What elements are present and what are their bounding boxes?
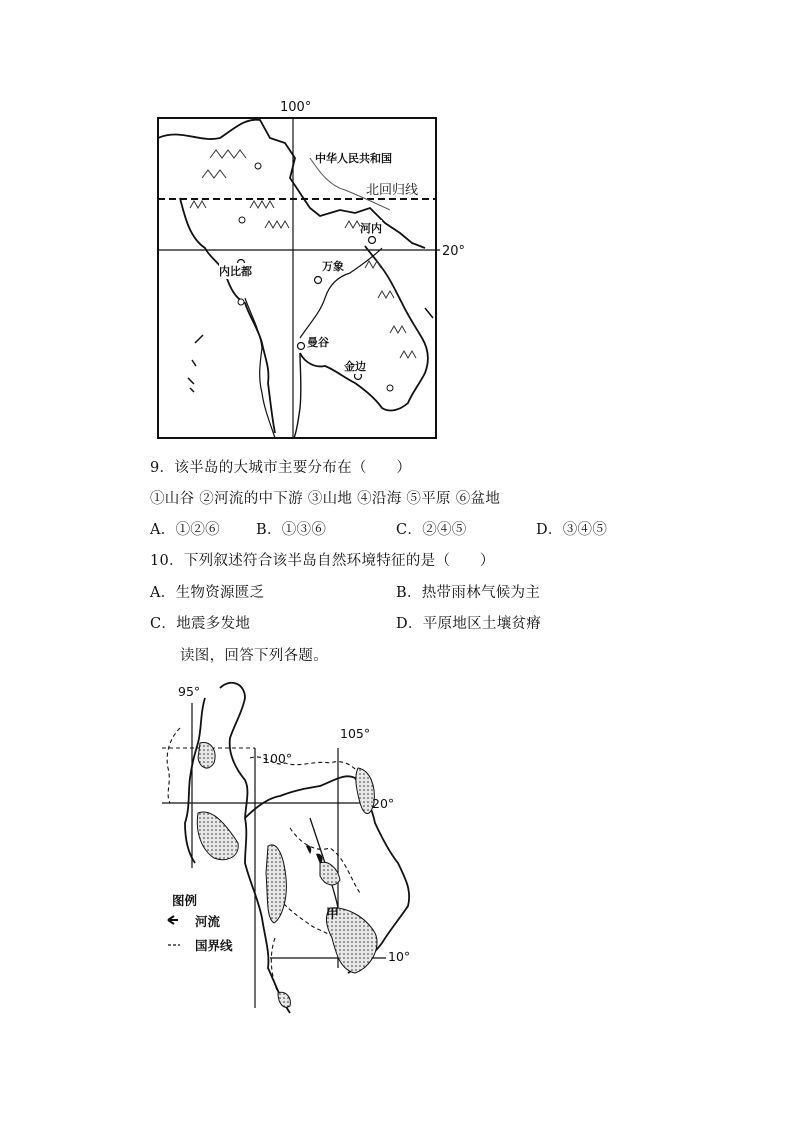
islands [188, 335, 203, 392]
map1-lon-label: 100° [280, 100, 312, 115]
plain-jia [320, 862, 340, 885]
map2-lat-10: 10° [388, 949, 411, 964]
east-coast [300, 246, 428, 410]
map-1-frame [158, 118, 436, 438]
q9-choice-d[interactable]: D．③④⑤ [536, 522, 608, 538]
map1-lat-label: 20° [442, 244, 466, 259]
q9-choice-c[interactable]: C．②④⑤ [396, 522, 467, 538]
plain-south [278, 992, 290, 1007]
plain-irrawaddy [197, 812, 238, 860]
city-dot-hanoi [369, 237, 376, 244]
map-2 [150, 668, 450, 1023]
map1-city-phnompenh: 金边 [344, 360, 366, 373]
central-coast [294, 353, 301, 438]
map2-lon-105: 105° [340, 726, 371, 741]
map2-lon-100: 100° [262, 751, 293, 766]
west-coast [180, 198, 275, 433]
map-1-svg [150, 98, 450, 443]
q9-options: ①山谷 ②河流的中下游 ③山地 ④沿海 ⑤平原 ⑥盆地 [150, 491, 501, 507]
river-west [245, 298, 275, 438]
q10-choice-a[interactable]: A．生物资源匮乏 [150, 585, 265, 601]
map2-lat-20: 20° [372, 796, 395, 811]
map2-lon-95: 95° [178, 684, 201, 699]
instruction: 读图，回答下列各题。 [180, 648, 328, 664]
legend-border-label: 国界线 [195, 938, 233, 953]
q10-choice-d[interactable]: D．平原地区土壤贫瘠 [396, 616, 542, 632]
map1-tropic-label: 北回归线 [366, 183, 419, 198]
q9-choice-b[interactable]: B．①③⑥ [256, 522, 327, 538]
q10-choice-c[interactable]: C．地震多发地 [150, 616, 251, 632]
city-dot-minor [239, 217, 245, 223]
q10-choice-b[interactable]: B．热带雨林气候为主 [396, 585, 541, 601]
city-dot-minor [238, 299, 244, 305]
city-dot-minor [255, 163, 261, 169]
map1-city-bangkok: 曼谷 [307, 336, 329, 349]
legend-river-label: 河流 [195, 914, 221, 929]
map1-city-naypyidaw: 内比都 [219, 265, 252, 278]
lake-1 [306, 845, 311, 854]
map1-country-label: 中华人民共和国 [315, 152, 392, 165]
map1-city-hanoi: 河内 [360, 222, 382, 235]
plain-1 [198, 742, 215, 768]
legend-title: 图例 [172, 893, 198, 908]
q10-stem: 10．下列叙述符合该半岛自然环境特征的是（ ） [150, 553, 495, 569]
q9-choice-a[interactable]: A．①②⑥ [150, 522, 220, 538]
q9-stem: 9．该半岛的大城市主要分布在（ ） [150, 460, 412, 476]
island-east [425, 308, 433, 318]
plain-chao-phraya [266, 845, 286, 923]
legend-river-symbol [168, 916, 178, 924]
map1-city-vientiane: 万象 [322, 260, 344, 273]
city-dot-minor [387, 385, 393, 391]
city-dot-vientiane [315, 277, 322, 284]
city-dot-bangkok [298, 343, 305, 350]
map-1 [150, 98, 466, 443]
map-2-svg [150, 668, 450, 1023]
map2-place-jia: 甲 [326, 907, 340, 922]
